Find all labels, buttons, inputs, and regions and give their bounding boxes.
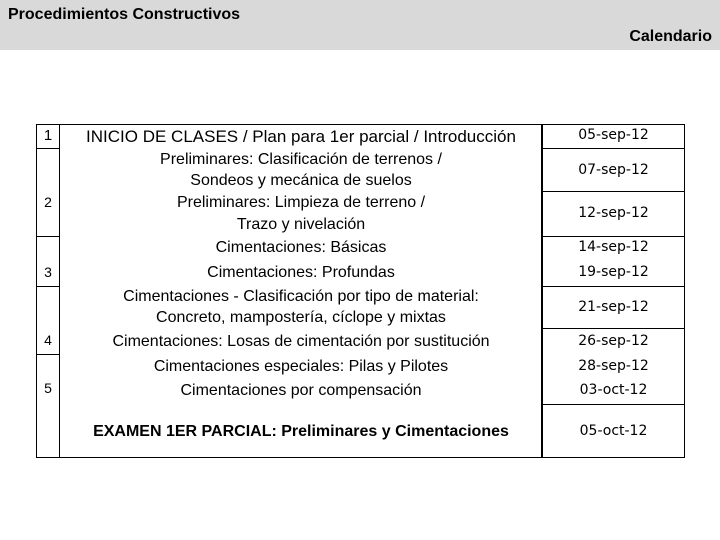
topic-line: Cimentaciones por compensación (180, 382, 422, 399)
section-title: Calendario (629, 28, 712, 45)
date-cell: 19-sep-12 (578, 264, 649, 280)
row-divider (36, 354, 60, 355)
header-band (0, 0, 720, 50)
date-cell: 28-sep-12 (578, 358, 649, 374)
date-cell: 14-sep-12 (578, 239, 649, 255)
topic-line: Cimentaciones: Profundas (207, 264, 395, 281)
row-divider (542, 404, 685, 405)
week-number: 1 (43, 127, 53, 144)
date-cell: 21-sep-12 (578, 299, 649, 315)
topic-line: Concreto, mampostería, cíclope y mixtas (156, 309, 446, 326)
page-title: Procedimientos Constructivos (8, 6, 241, 23)
date-cell: 05-oct-12 (579, 423, 648, 439)
topic-line: Sondeos y mecánica de suelos (190, 172, 412, 189)
row-divider (36, 148, 60, 149)
topic-line: Trazo y nivelación (236, 216, 366, 233)
topic-line: Cimentaciones - Clasificación por tipo de material: (123, 288, 479, 305)
topic-line: Preliminares: Clasificación de terrenos / (160, 151, 442, 168)
date-cell: 26-sep-12 (578, 333, 649, 349)
row-divider (542, 148, 685, 149)
date-cell: 07-sep-12 (578, 162, 649, 178)
topic-line: Cimentaciones: Losas de cimentación por sustitución (112, 333, 490, 350)
row-divider (542, 328, 685, 329)
topic-line: Cimentaciones especiales: Pilas y Pilotes (153, 358, 449, 375)
topic-line: INICIO DE CLASES / Plan para 1er parcial / Introducción (86, 127, 516, 146)
week-number: 5 (44, 380, 52, 396)
row-divider (36, 236, 60, 237)
week-number-column (36, 124, 60, 458)
row-divider (542, 286, 685, 287)
date-cell: 05-sep-12 (578, 127, 649, 143)
row-divider (542, 236, 685, 237)
date-cell: 12-sep-12 (578, 205, 649, 221)
week-number: 4 (44, 332, 52, 348)
topic-line: Preliminares: Limpieza de terreno / (176, 194, 426, 211)
week-number: 2 (44, 194, 52, 210)
topic-line: Cimentaciones: Básicas (215, 239, 387, 256)
week-number: 3 (44, 264, 52, 280)
date-cell: 03-oct-12 (579, 382, 648, 398)
row-divider (542, 191, 685, 192)
row-divider (36, 286, 60, 287)
exam-line: EXAMEN 1ER PARCIAL: Preliminares y Cimentaciones (93, 423, 509, 440)
